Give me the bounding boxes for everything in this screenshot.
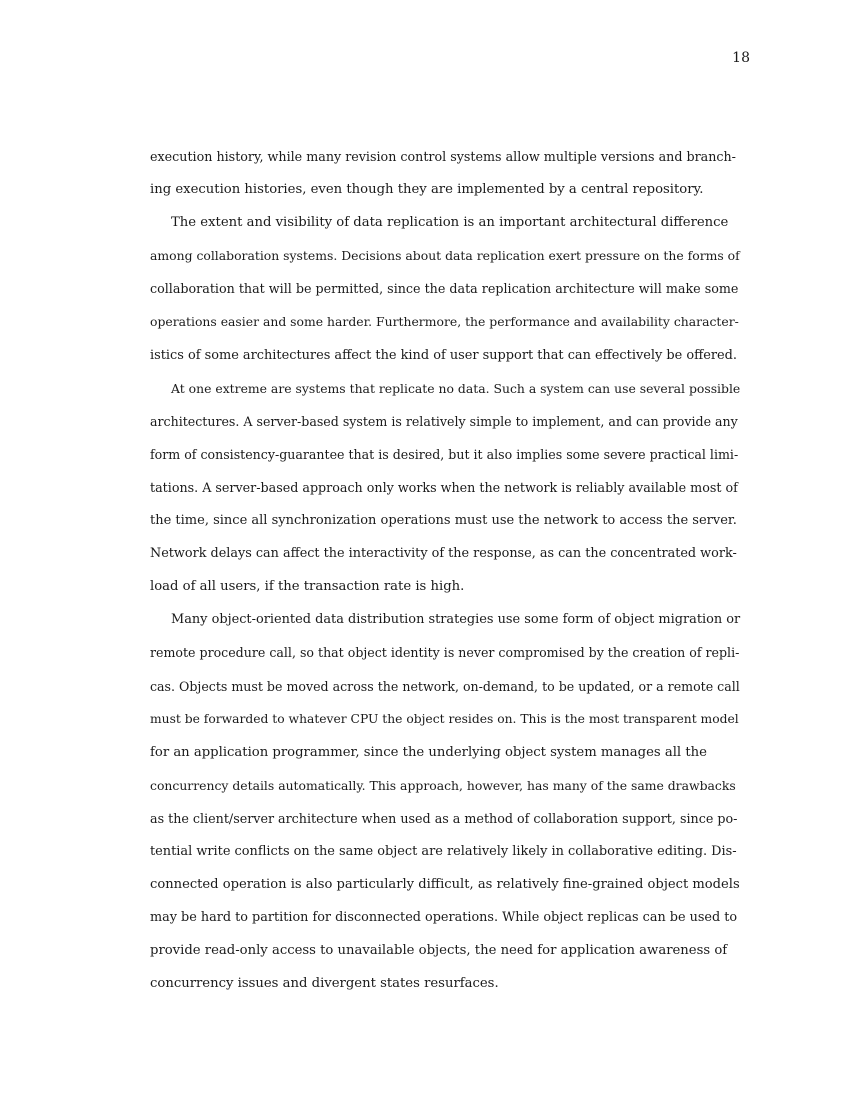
text-line: remote procedure call, so that object identity is never compromised by the creation of repli- <box>150 645 740 661</box>
text-line: provide read-only access to unavailable objects, the need for application awareness of <box>150 943 728 959</box>
text-line: the time, since all synchronization operations must use the network to access the server. <box>150 513 737 529</box>
text-line: concurrency details automatically. This approach, however, has many of the same drawbacks <box>150 777 736 793</box>
text-line: At one extreme are systems that replicate no data. Such a system can use several possible <box>171 380 741 396</box>
page-number: 18 <box>732 50 750 66</box>
text-line: collaboration that will be permitted, since the data replication architecture will make some <box>150 281 739 297</box>
text-line: ing execution histories, even though they are implemented by a central repository. <box>150 182 704 198</box>
paragraph <box>150 603 740 1000</box>
text-line: operations easier and some harder. Furthermore, the performance and availability character- <box>150 314 739 330</box>
text-line: connected operation is also particularly difficult, as relatively fine-grained object models <box>150 877 740 893</box>
text-line: istics of some architectures affect the kind of user support that can effectively be offered. <box>150 347 738 363</box>
text-line: must be forwarded to whatever CPU the object resides on. This is the most transparent model <box>150 711 739 726</box>
text-line: tations. A server-based approach only works when the network is reliably available most of <box>150 479 738 495</box>
text-line: cas. Objects must be moved across the network, on-demand, to be updated, or a remote call <box>150 678 740 694</box>
text-line: architectures. A server-based system is relatively simple to implement, and can provide any <box>150 413 738 429</box>
paragraph <box>150 372 740 604</box>
text-line: among collaboration systems. Decisions about data replication exert pressure on the forms of <box>150 248 740 264</box>
text-line: tential write conflicts on the same object are relatively likely in collaborative editing. Dis- <box>150 843 737 859</box>
text-line: Network delays can affect the interactivity of the response, as can the concentrated work- <box>150 546 737 562</box>
text-line: form of consistency-guarantee that is desired, but it also implies some severe practical limi- <box>150 446 739 462</box>
text-line: execution history, while many revision control systems allow multiple versions and branch- <box>150 149 736 164</box>
text-line: as the client/server architecture when used as a method of collaboration support, since po- <box>150 810 738 826</box>
text-line: for an application programmer, since the underlying object system manages all the <box>150 744 707 760</box>
text-line: Many object-oriented data distribution strategies use some form of object migration or <box>171 612 741 628</box>
paragraph <box>150 140 740 206</box>
text-line: may be hard to partition for disconnected operations. While object replicas can be used to <box>150 910 738 926</box>
text-line: The extent and visibility of data replication is an important architectural difference <box>171 215 729 231</box>
text-line: concurrency issues and divergent states resurfaces. <box>150 976 499 992</box>
body-text <box>150 140 740 1000</box>
paragraph <box>150 206 740 371</box>
text-line: load of all users, if the transaction rate is high. <box>150 579 465 595</box>
